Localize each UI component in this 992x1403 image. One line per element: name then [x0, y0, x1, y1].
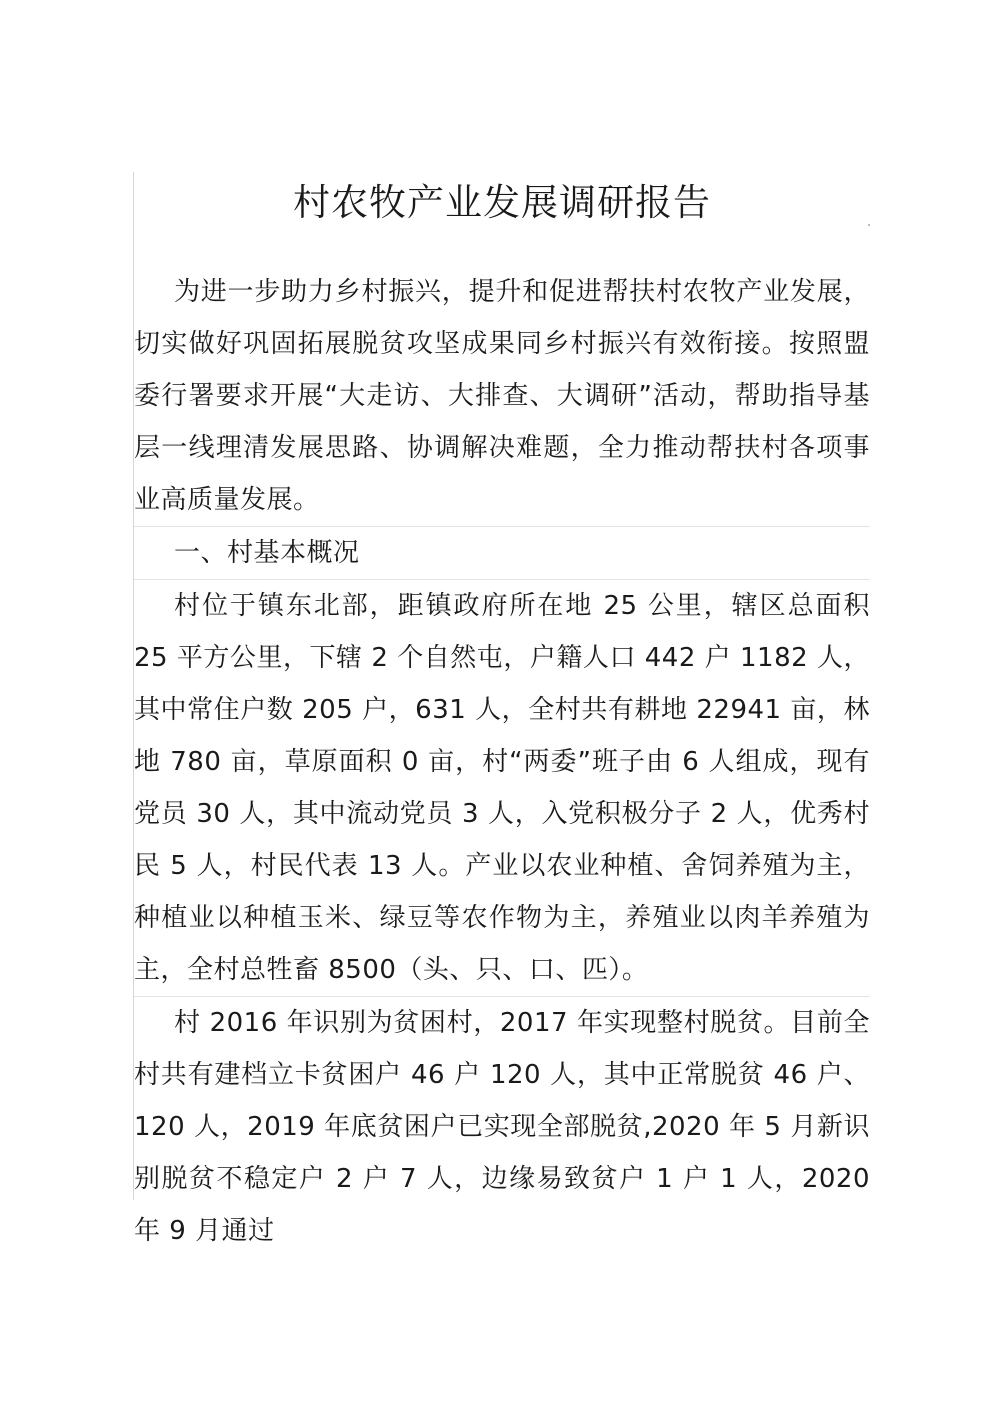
- document-body: [134, 266, 870, 1257]
- intro-paragraph: 为进一步助力乡村振兴，提升和促进帮扶村农牧产业发展，切实做好巩固拓展脱贫攻坚成果同乡村振兴有效衔接。按照盟委行署要求开展“大走访、大排查、大调研”活动，帮助指导基层一线理清发展思路、协调解决难题，全力推动帮扶村各项事业高质量发展。: [134, 277, 870, 515]
- poverty-paragraph: 村 2016 年识别为贫困村，2017 年实现整村脱贫。目前全村共有建档立卡贫困户 46 户 120 人，其中正常脱贫 46 户、120 人，2019 年底贫困户已实现全部脱贫,2020 年 5 月新识别脱贫不稳定户 2 户 7 人，边缘易致贫户 1 户 1 人，2020 年 9 月通过: [134, 1008, 870, 1246]
- overview-paragraph: 村位于镇东北部，距镇政府所在地 25 公里，辖区总面积 25 平方公里，下辖 2 个自然屯，户籍人口 442 户 1182 人，其中常住户数 205 户，631 人，全村共有耕地 22941 亩，林地 780 亩，草原面积 0 亩，村“两委”班子由 6 人组成，现有党员 30 人，其中流动党员 3 人，入党积极分子 2 人，优秀村民 5 人，村民代表 13 人。产业以农业种植、舍饲养殖为主，种植业以种植玉米、绿豆等农作物为主，养殖业以肉羊养殖为主，全村总牲畜 8500（头、只、口、匹）。: [134, 591, 870, 985]
- document-title: 村农牧产业发展调研报告: [293, 181, 711, 224]
- section-heading: 一、村基本概况: [174, 538, 360, 568]
- title-mark: [868, 224, 870, 226]
